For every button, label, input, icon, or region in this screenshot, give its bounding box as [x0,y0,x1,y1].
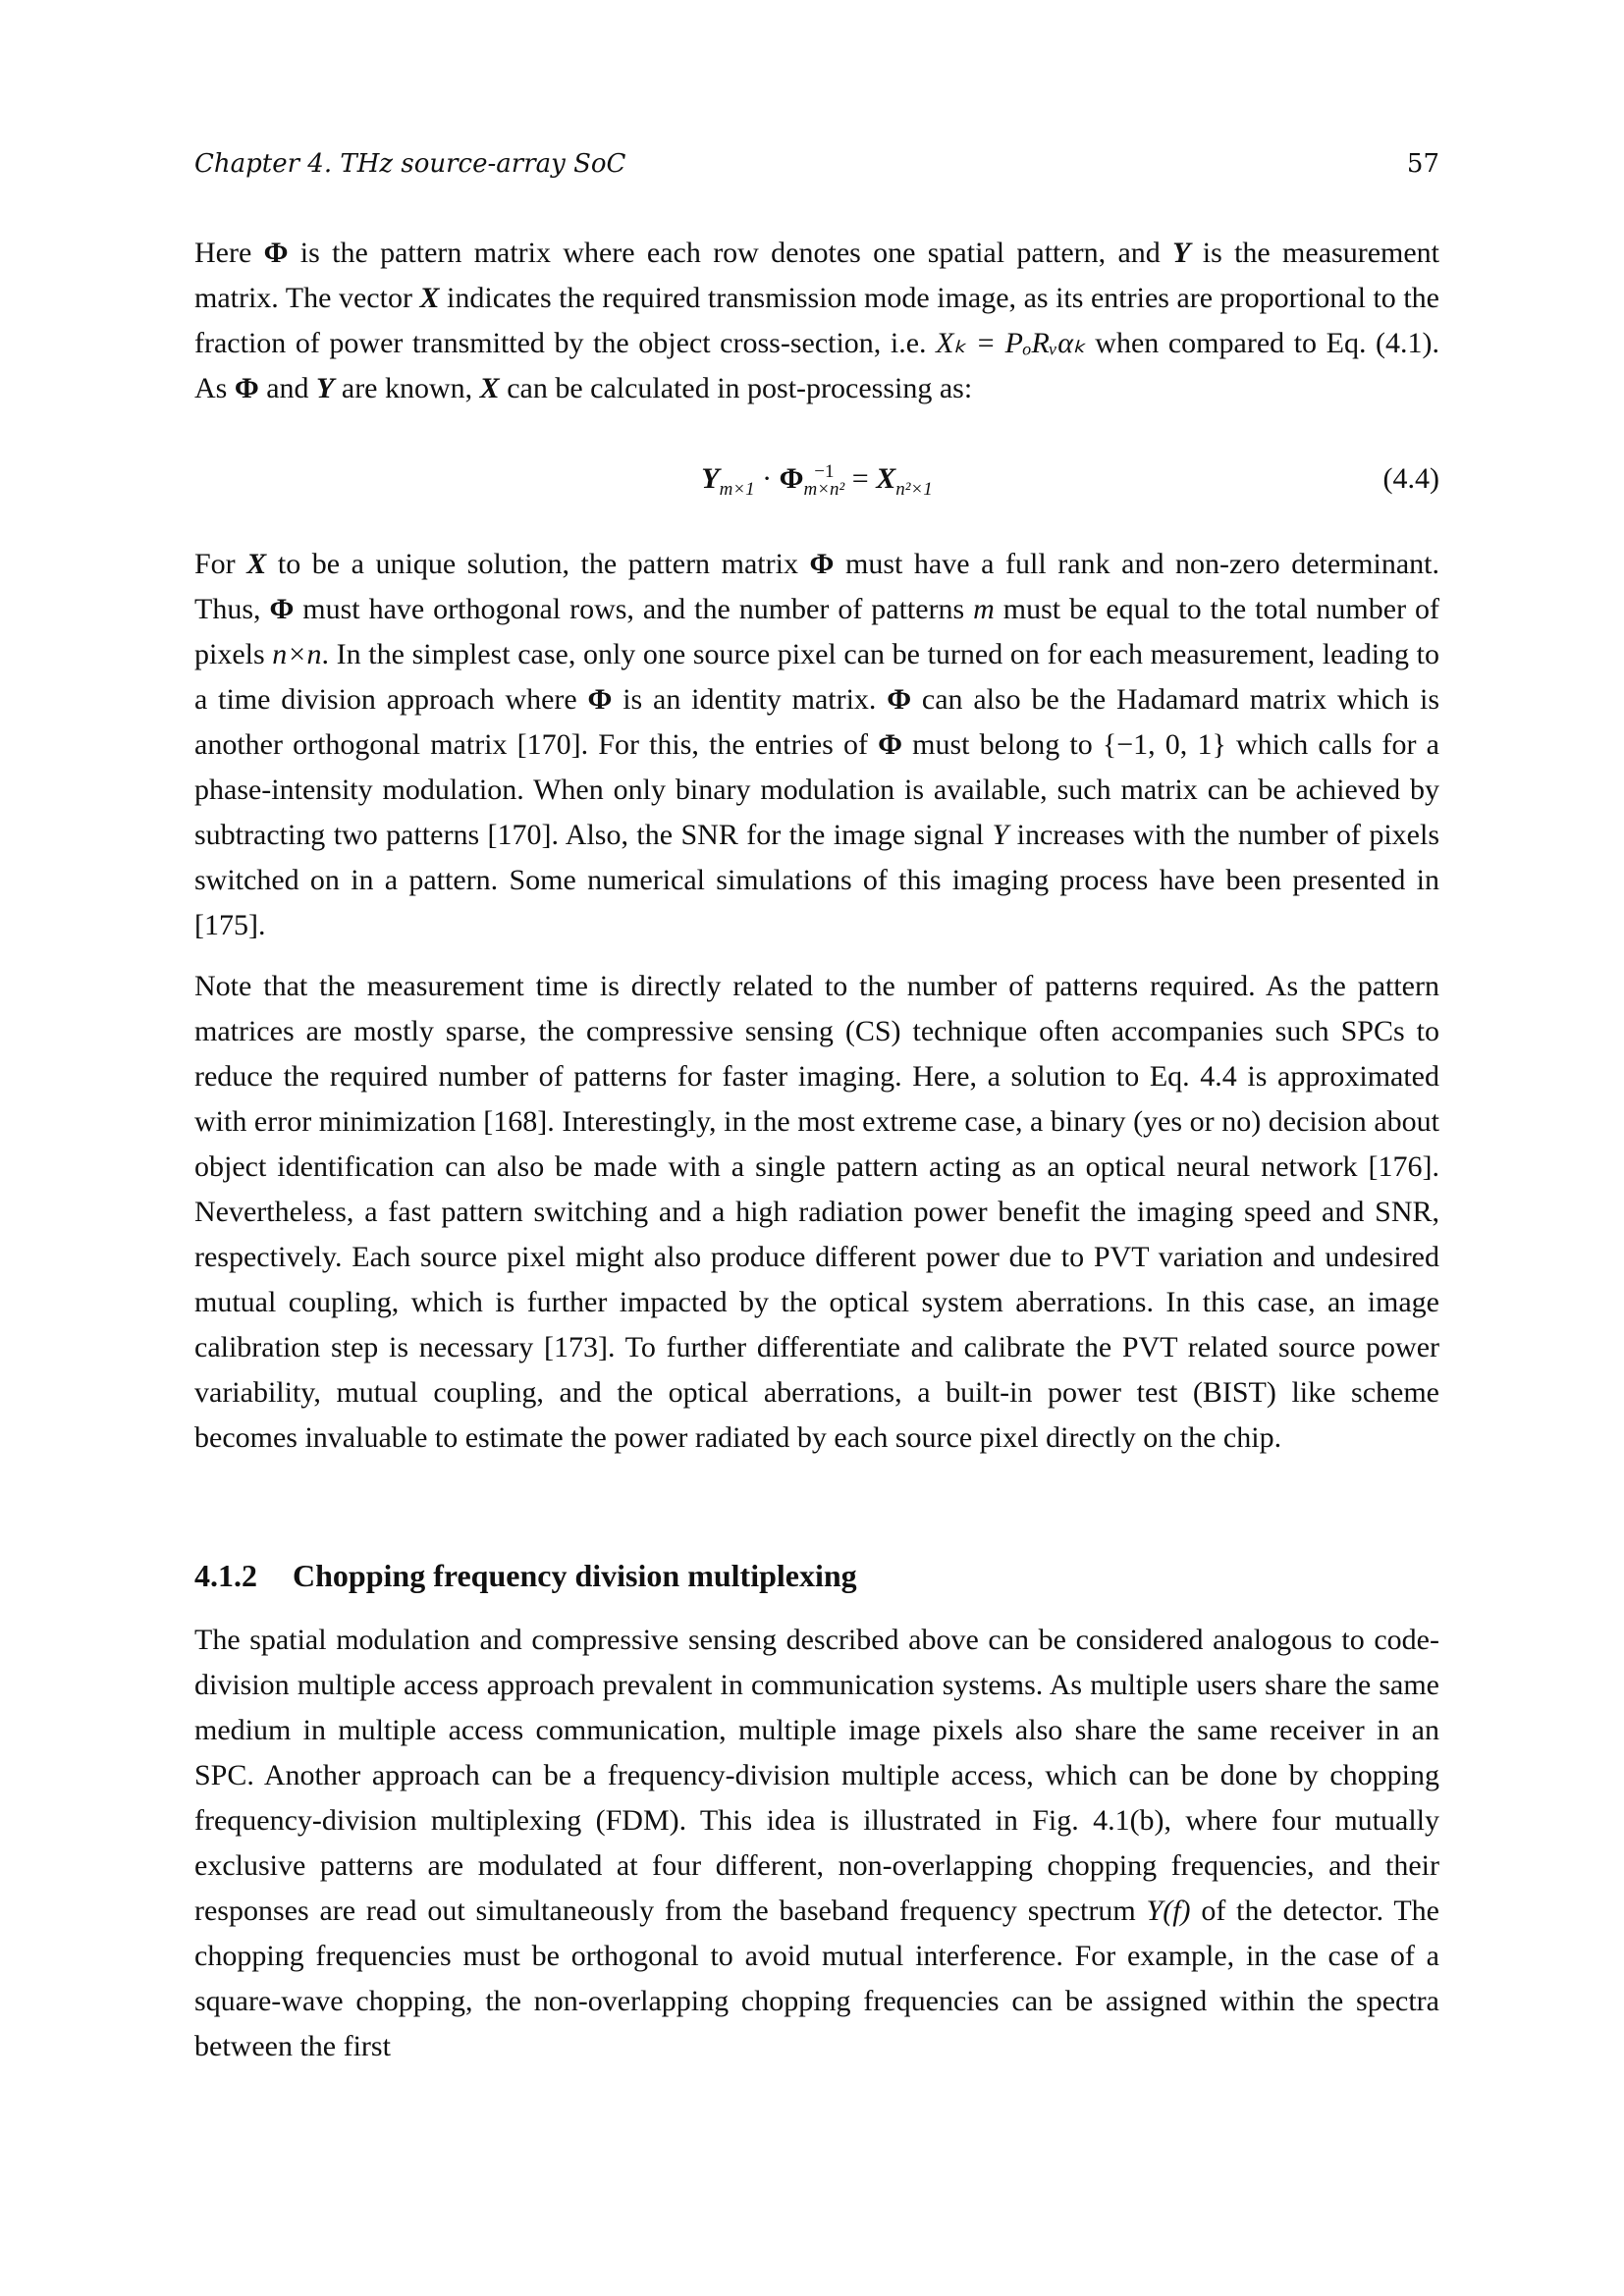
text-run: must have orthogonal rows, and the number of patterns [294,593,974,625]
math-symbol: Φ [234,372,259,404]
paragraph-3 [194,964,1439,1461]
math-symbol: Φ [887,683,912,716]
equation-4-4 [194,456,1439,502]
eq-equals: = [844,462,877,495]
text-run: is an identity matrix. [612,683,888,716]
section-number: 4.1.2 [194,1558,257,1593]
math-symbol: Φ [263,237,289,269]
eq-x: X [876,462,896,495]
math-symbol: Φ [809,548,835,580]
math-symbol: Y [316,372,335,404]
math-symbol: X [419,282,440,314]
math-symbol: X [479,372,500,404]
section-heading [194,1553,1439,1598]
math-symbol: Φ [269,593,295,625]
math-symbol: Φ [587,683,613,716]
text-run: Note that the measurement time is directly related to the number of patterns required. As the pattern matrices are mostly sparse, the compressive sensing (CS) technique often accompanies such SPCs to reduce the required number of patterns for faster imaging. Here, a solution to Eq. 4.4 is approximated with error minimization [168]. Interestingly, in the most extreme case, a binary (yes or no) decision about object identification can also be made with a single pattern acting as an optical neural network [176]. Nevertheless, a fast pattern switching and a high radiation power benefit the imaging speed and SNR, respectively. Each source pixel might also produce different power due to PVT variation and undesired mutual coupling, which is further impacted by the optical system aberrations. In this case, an image calibration step is necessary [173]. To further differentiate and calibrate the PVT related source power variability, mutual coupling, and the optical aberrations, a built-in power test (BIST) like scheme becomes invaluable to estimate the power radiated by each source pixel directly on the chip. [194,970,1439,1454]
text-run: of the detector. The chopping frequencies must be orthogonal to avoid mutual interference. For example, in the case of a square-wave chopping, the non-overlapping chopping frequencies can be assigned within the spectra between the first [194,1895,1439,2062]
text-run: to be a unique solution, the pattern matrix [266,548,810,580]
text-run: and [258,372,317,404]
paragraph-4 [194,1618,1439,2069]
paragraph-2 [194,542,1439,948]
math-symbol: X [246,548,267,580]
eq-phi-sup: −1 [814,461,835,483]
page-number: 57 [1406,149,1439,179]
text-run: is the measurement matrix. The vector [194,237,1439,314]
math-symbol: Xₖ = PₒRᵥαₖ [936,327,1086,359]
text-run: must be equal to the total number of pixels [194,593,1440,670]
math-symbol: Y [992,819,1009,851]
text-run: increases with the number of pixels switched on in a pattern. Some numerical simulations of this imaging process have been presented in [175]. [194,819,1439,941]
eq-dot: · [754,462,780,495]
text-run: must belong to {−1, 0, 1} which calls for a phase-intensity modulation. When only binary modulation is available, such matrix can be achieved by subtracting two patterns [170]. Also, the SNR for the image signal [194,728,1439,851]
math-symbol: Φ [878,728,902,761]
text-run: For [194,548,247,580]
text-run: is the pattern matrix where each row denotes one spatial pattern, and [288,237,1173,269]
running-header [194,144,1439,184]
text-run: indicates the required transmission mode image, as its entries are proportional to the fraction of power transmitted by the object cross-section, i.e. [194,282,1439,359]
paragraph-1 [194,231,1439,411]
math-symbol: m [973,593,995,625]
eq-y: Y [701,462,720,495]
text-run: Here [194,237,264,269]
eq-phi: Φ [779,462,804,495]
text-run: are known, [334,372,480,404]
eq-phi-sub: m×n² [803,479,845,501]
equation-number: (4.4) [1382,462,1439,495]
chapter-title: Chapter 4. THz source-array SoC [194,149,626,179]
eq-x-sub: n²×1 [895,479,933,500]
text-run: can be calculated in post-processing as: [499,372,973,404]
math-symbol: n×n [272,638,322,670]
math-symbol: Y [1172,237,1191,269]
math-symbol: Y(f) [1146,1895,1191,1927]
eq-y-sub: m×1 [719,479,755,500]
section-title: Chopping frequency division multiplexing [293,1558,857,1593]
text-run: can also be the Hadamard matrix which is another orthogonal matrix [170]. For this, the entries of [194,683,1439,761]
text-run: when compared to Eq. (4.1). As [194,327,1439,404]
text-run: The spatial modulation and compressive sensing described above can be considered analogous to code-division multiple access approach prevalent in communication systems. As multiple users share the same medium in multiple access communication, multiple image pixels also share the same receiver in an SPC. Another approach can be a frequency-division multiple access, which can be done by chopping frequency-division multiplexing (FDM). This idea is illustrated in Fig. 4.1(b), where four mutually exclusive patterns are modulated at four different, non-overlapping chopping frequencies, and their responses are read out simultaneously from the baseband frequency spectrum [194,1624,1439,1927]
text-run: must have a full rank and non-zero determinant. Thus, [194,548,1439,625]
text-run: . In the simplest case, only one source pixel can be turned on for each measurement, leading to a time division approach where [194,638,1439,716]
